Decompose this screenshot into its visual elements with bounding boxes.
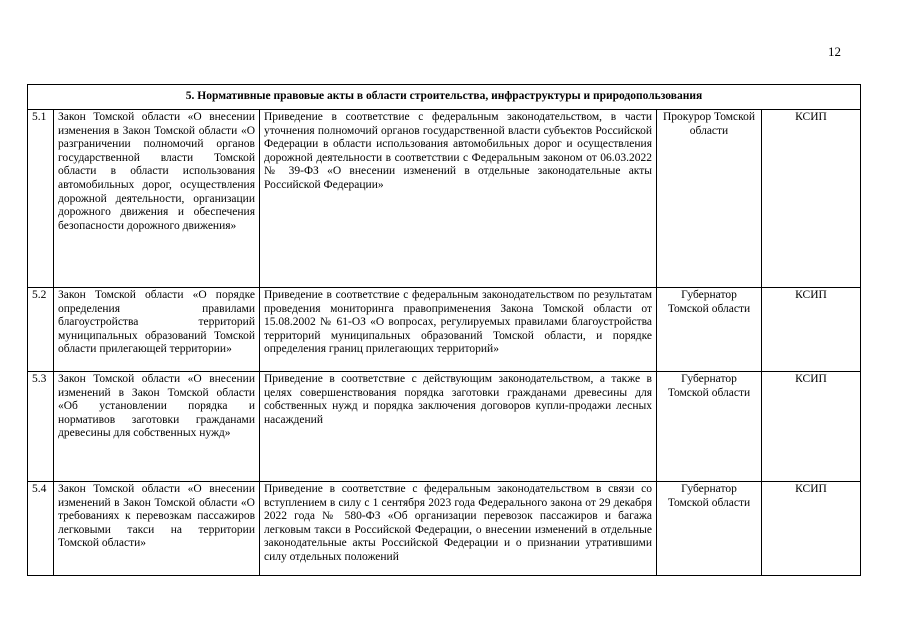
responsible-cell: Губернатор Томской области — [657, 482, 762, 576]
responsible-cell: Губернатор Томской области — [657, 372, 762, 482]
law-title-cell: Закон Томской области «О порядке определения правилами благоустройства территорий муниципальных образований Томской области прилегающей территории» — [54, 288, 260, 372]
section-header-row — [28, 85, 861, 110]
legislation-plan-table — [27, 84, 861, 576]
form-cell: КСИП — [762, 482, 861, 576]
table-row — [28, 372, 861, 482]
page-number: 12 — [828, 44, 841, 59]
law-title-cell — [54, 482, 260, 576]
purpose-cell: Приведение в соответствие с действующим законодательством, а также в целях совершенствования порядка заготовки гражданами древесины для собственных нужд и порядка заключения договоров купли-продажи лесных насаждений — [260, 372, 657, 482]
purpose-cell: Приведение в соответствие с федеральным законодательством, в части уточнения полномочий органов государственной власти субъектов Российской Федерации в области использования автомобильных дорог и осуществления дорожной деятельности в соответствии с Федеральным законом от 06.03.2022 № 39-ФЗ «О внесении изменений в отдельные законодательные акты Российской Федерации» — [260, 110, 657, 288]
section-title: 5. Нормативные правовые акты в области строительства, инфраструктуры и природопользования — [28, 85, 861, 110]
row-number: 5.2 — [28, 288, 54, 372]
row-number: 5.4 — [28, 482, 54, 576]
purpose-text: Приведение в соответствие с федеральным законодательством в связи со вступлением в силу с 1 сентября 2023 года Федерального закона от 29 декабря 2022 года № 580-ФЗ «Об организации перевозок пассажиров и багажа легковым такси в Российской Федерации, о внесении изменений в отдельные законодательные акты Российской Федерации и о признании утратившими силу отдельных положений — [264, 483, 652, 563]
table-row — [28, 110, 861, 288]
law-title-cell: Закон Томской области «О внесении изменения в Закон Томской области «О разграничении полномочий органов государственной власти Томской области в области использования автомобильных дорог, осуществления дорожной деятельности, организации дорожного движения и обеспечения безопасности дорожного движения» — [54, 110, 260, 288]
responsible-cell: Прокурор Томской области — [657, 110, 762, 288]
table-row — [28, 288, 861, 372]
form-cell: КСИП — [762, 288, 861, 372]
form-cell: КСИП — [762, 372, 861, 482]
row-number: 5.1 — [28, 110, 54, 288]
purpose-cell — [260, 482, 657, 576]
law-title-cell: Закон Томской области «О внесении изменений в Закон Томской области «Об установлении порядка и нормативов заготовки гражданами древесины для собственных нужд» — [54, 372, 260, 482]
purpose-cell: Приведение в соответствие с федеральным законодательством по результатам проведения мониторинга правоприменения Закона Томской области от 15.08.2002 № 61-ОЗ «О вопросах, регулируемых правилами благоустройства территорий муниципальных образований Томской области, и порядке определения границ прилегающих территорий» — [260, 288, 657, 372]
responsible-cell: Губернатор Томской области — [657, 288, 762, 372]
law-title-text: Закон Томской области «О внесении изменений в Закон Томской области «О требованиях к перевозкам пассажиров легковыми такси на территории Томской области» — [58, 483, 255, 550]
table-row — [28, 482, 861, 576]
form-cell: КСИП — [762, 110, 861, 288]
row-number: 5.3 — [28, 372, 54, 482]
